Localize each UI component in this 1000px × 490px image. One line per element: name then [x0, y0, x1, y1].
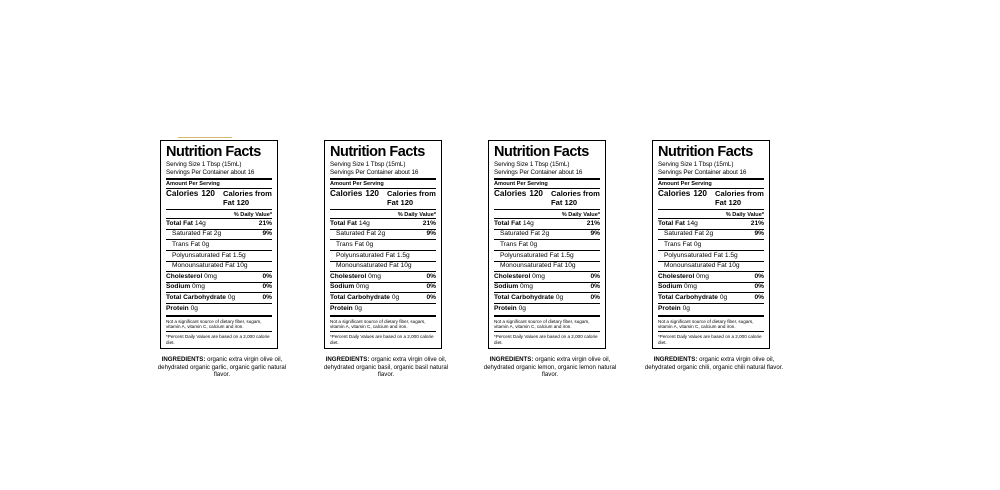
nutrient-dv: 0% [754, 294, 764, 302]
nutrient-row [494, 251, 600, 261]
nutrient-row [658, 240, 764, 250]
calories-label: Calories [494, 188, 527, 198]
ingredients-text: organic extra virgin olive oil, dehydrated organic garlic, organic garlic natural flavor. [157, 356, 287, 379]
divider [658, 178, 764, 180]
divider [166, 209, 272, 210]
nutrient-name: Trans Fat [336, 241, 364, 249]
nutrient-name: Sodium [166, 283, 191, 291]
footnote-daily-value: *Percent Daily Values are based on a 2,000 calorie diet. [494, 334, 598, 345]
nutrient-row [658, 230, 764, 240]
nutrient-row [330, 219, 436, 229]
calories-row [658, 189, 764, 208]
servings-per-container: Servings Per Container about 16 [494, 168, 583, 176]
nutrient-name: Protein [166, 304, 189, 312]
nutrient-row [494, 230, 600, 240]
nutrition-panel-basil [324, 140, 487, 378]
calories-label: Calories [330, 188, 363, 198]
divider [494, 178, 600, 180]
daily-value-header: % Daily Value* [561, 211, 600, 218]
calories-from-fat: Calories from Fat 120 [222, 188, 272, 208]
ingredients-text: organic extra virgin olive oil, dehydrated organic lemon, organic lemon natural flavor. [483, 356, 617, 379]
divider [330, 178, 436, 180]
nutrition-facts-title: Nutrition Facts [330, 144, 425, 160]
nutrient-amount: 0g [682, 304, 690, 312]
nutrient-row [494, 272, 600, 282]
nutrient-name: Polyunsaturated Fat [336, 251, 396, 259]
nutrient-amount: 0mg [520, 283, 533, 291]
nutrient-row [494, 304, 600, 314]
divider [494, 209, 600, 210]
nutrient-name: Protein [658, 304, 681, 312]
daily-value-header: % Daily Value* [725, 211, 764, 218]
nutrient-amount: 14g [194, 219, 206, 227]
nutrition-facts-label [160, 140, 278, 349]
nutrient-name: Monounsaturated Fat [500, 262, 563, 270]
nutrient-amount: 10g [400, 262, 412, 270]
calories-from-fat: Calories from Fat 120 [714, 188, 764, 208]
nutrient-dv: 0% [426, 283, 436, 291]
nutrient-amount: 0mg [356, 283, 369, 291]
nutrient-name: Total Fat [330, 219, 357, 227]
nutrition-facts-title: Nutrition Facts [166, 144, 261, 160]
nutrient-dv: 0% [262, 272, 272, 280]
divider [494, 315, 600, 317]
nutrient-amount: 0mg [684, 283, 697, 291]
divider [658, 315, 764, 317]
amount-per-serving: Amount Per Serving [330, 181, 384, 188]
nutrient-amount: 2g [541, 230, 550, 238]
nutrient-row [494, 240, 600, 250]
footnote-significant: Not a significant source of dietary fiber, sugars, vitamin A, vitamin C, calcium and iron. [658, 318, 754, 330]
calories-value: 120 [201, 188, 215, 198]
nutrient-name: Protein [330, 304, 353, 312]
nutrient-name: Total Carbohydrate [494, 294, 554, 302]
footnote-significant: Not a significant source of dietary fiber, sugars, vitamin A, vitamin C, calcium and iron. [330, 318, 426, 330]
nutrient-amount: 10g [728, 262, 740, 270]
nutrient-dv: 0% [262, 283, 272, 291]
nutrient-row [166, 230, 272, 240]
nutrient-name: Total Carbohydrate [658, 294, 718, 302]
nutrient-amount: 0g [391, 294, 400, 302]
nutrient-row [166, 304, 272, 314]
ingredients-label: INGREDIENTS: [489, 356, 534, 364]
nutrient-name: Monounsaturated Fat [172, 262, 235, 270]
calories-from-fat: Calories from Fat 120 [550, 188, 600, 208]
nutrition-facts-title: Nutrition Facts [658, 144, 753, 160]
nutrient-dv: 0% [426, 294, 436, 302]
nutrient-amount: 0mg [204, 272, 217, 280]
nutrient-row [330, 262, 436, 272]
nutrient-dv: 0% [590, 294, 600, 302]
nutrient-dv: 0% [754, 283, 764, 291]
nutrient-name: Sodium [494, 283, 519, 291]
serving-size: Serving Size 1 Tbsp (15mL) [494, 161, 570, 168]
nutrient-name: Saturated Fat [500, 230, 540, 238]
nutrient-name: Polyunsaturated Fat [172, 251, 232, 259]
nutrient-amount: 0g [518, 304, 526, 312]
nutrient-amount: 0g [693, 241, 702, 249]
nutrient-amount: 0g [365, 241, 374, 249]
nutrient-amount: 10g [564, 262, 576, 270]
nutrient-amount: 0mg [532, 272, 545, 280]
nutrient-amount: 0g [190, 304, 198, 312]
nutrient-dv: 9% [754, 230, 764, 238]
nutrient-dv: 0% [262, 294, 272, 302]
nutrient-name: Monounsaturated Fat [664, 262, 727, 270]
daily-value-header: % Daily Value* [397, 211, 436, 218]
serving-size: Serving Size 1 Tbsp (15mL) [658, 161, 734, 168]
servings-per-container: Servings Per Container about 16 [166, 168, 255, 176]
nutrient-amount: 0g [354, 304, 362, 312]
ingredients-statement [152, 356, 292, 378]
nutrition-facts-label [324, 140, 442, 349]
nutrient-dv: 0% [754, 272, 764, 280]
nutrient-name: Total Carbohydrate [166, 294, 226, 302]
serving-size: Serving Size 1 Tbsp (15mL) [330, 161, 406, 168]
nutrient-name: Total Carbohydrate [330, 294, 390, 302]
nutrient-row [166, 251, 272, 261]
nutrient-row [330, 251, 436, 261]
nutrient-dv: 21% [258, 219, 272, 227]
nutrition-panel-lemon [483, 140, 651, 379]
footnote-significant: Not a significant source of dietary fiber, sugars, vitamin A, vitamin C, calcium and iron. [494, 318, 590, 330]
nutrient-row [330, 230, 436, 240]
nutrient-row [166, 262, 272, 272]
calories-row [330, 189, 436, 208]
calories-from-fat: Calories from Fat 120 [386, 188, 436, 208]
nutrient-row [166, 272, 272, 282]
nutrient-row [658, 262, 764, 272]
divider [166, 331, 272, 332]
accent-rule [178, 137, 232, 138]
nutrient-amount: 14g [686, 219, 698, 227]
ingredients-text: organic extra virgin olive oil, dehydrated organic basil, organic basil natural flavor. [323, 356, 449, 379]
divider [166, 178, 272, 180]
nutrition-facts-label [652, 140, 770, 349]
nutrient-amount: 0g [555, 294, 564, 302]
nutrient-row [166, 293, 272, 303]
nutrient-name: Saturated Fat [172, 230, 212, 238]
divider [658, 331, 764, 332]
nutrient-amount: 0mg [368, 272, 381, 280]
ingredients-label: INGREDIENTS: [653, 356, 698, 364]
nutrient-dv: 21% [422, 219, 436, 227]
amount-per-serving: Amount Per Serving [658, 181, 712, 188]
nutrient-amount: 0g [719, 294, 728, 302]
nutrient-amount: 0g [529, 241, 538, 249]
nutrient-name: Cholesterol [494, 272, 531, 280]
nutrient-name: Trans Fat [500, 241, 528, 249]
ingredients-label: INGREDIENTS: [325, 356, 370, 364]
daily-value-header: % Daily Value* [233, 211, 272, 218]
nutrient-name: Sodium [658, 283, 683, 291]
nutrient-dv: 9% [426, 230, 436, 238]
divider [330, 209, 436, 210]
nutrient-name: Cholesterol [658, 272, 695, 280]
nutrient-name: Cholesterol [330, 272, 367, 280]
nutrient-name: Saturated Fat [336, 230, 376, 238]
nutrient-row [494, 262, 600, 272]
nutrient-row [330, 272, 436, 282]
nutrient-name: Saturated Fat [664, 230, 704, 238]
nutrient-name: Cholesterol [166, 272, 203, 280]
nutrient-name: Trans Fat [664, 241, 692, 249]
nutrient-amount: 0mg [192, 283, 205, 291]
nutrient-amount: 0mg [696, 272, 709, 280]
divider [166, 315, 272, 317]
divider [658, 209, 764, 210]
servings-per-container: Servings Per Container about 16 [330, 168, 419, 176]
divider [494, 331, 600, 332]
nutrient-dv: 9% [262, 230, 272, 238]
nutrient-dv: 21% [750, 219, 764, 227]
footnote-daily-value: *Percent Daily Values are based on a 2,000 calorie diet. [166, 334, 270, 345]
calories-row [494, 189, 600, 208]
nutrient-dv: 0% [590, 283, 600, 291]
nutrition-facts-title: Nutrition Facts [494, 144, 589, 160]
calories-value: 120 [529, 188, 543, 198]
nutrient-amount: 0g [201, 241, 210, 249]
nutrient-row [166, 219, 272, 229]
footnote-daily-value: *Percent Daily Values are based on a 2,000 calorie diet. [658, 334, 762, 345]
nutrient-row [330, 293, 436, 303]
ingredients-statement [644, 356, 784, 371]
nutrient-amount: 14g [358, 219, 370, 227]
amount-per-serving: Amount Per Serving [494, 181, 548, 188]
calories-label: Calories [658, 188, 691, 198]
nutrient-dv: 0% [590, 272, 600, 280]
nutrient-name: Total Fat [166, 219, 193, 227]
nutrient-amount: 10g [236, 262, 248, 270]
ingredients-statement [480, 356, 620, 378]
nutrient-name: Total Fat [658, 219, 685, 227]
nutrient-row [658, 304, 764, 314]
nutrient-dv: 21% [586, 219, 600, 227]
nutrition-facts-label [488, 140, 606, 349]
calories-value: 120 [365, 188, 379, 198]
amount-per-serving: Amount Per Serving [166, 181, 220, 188]
nutrient-row [658, 293, 764, 303]
nutrient-name: Sodium [330, 283, 355, 291]
nutrient-row [658, 219, 764, 229]
nutrient-row [494, 293, 600, 303]
calories-label: Calories [166, 188, 199, 198]
nutrient-row [166, 240, 272, 250]
nutrient-row [494, 219, 600, 229]
nutrient-row [658, 251, 764, 261]
nutrient-row [494, 283, 600, 293]
nutrient-amount: 14g [522, 219, 534, 227]
nutrient-name: Polyunsaturated Fat [500, 251, 560, 259]
nutrient-amount: 1.5g [232, 251, 246, 259]
footnote-daily-value: *Percent Daily Values are based on a 2,000 calorie diet. [330, 334, 434, 345]
servings-per-container: Servings Per Container about 16 [658, 168, 747, 176]
calories-value: 120 [693, 188, 707, 198]
divider [330, 331, 436, 332]
nutrient-name: Protein [494, 304, 517, 312]
serving-size: Serving Size 1 Tbsp (15mL) [166, 161, 242, 168]
ingredients-label: INGREDIENTS: [161, 356, 206, 364]
nutrient-name: Polyunsaturated Fat [664, 251, 724, 259]
nutrient-amount: 1.5g [724, 251, 738, 259]
nutrition-panel-chili [644, 140, 815, 378]
nutrient-amount: 1.5g [396, 251, 410, 259]
nutrient-row [166, 283, 272, 293]
nutrient-amount: 2g [705, 230, 714, 238]
nutrient-name: Monounsaturated Fat [336, 262, 399, 270]
nutrient-name: Trans Fat [172, 241, 200, 249]
ingredients-statement [316, 356, 456, 378]
nutrient-dv: 0% [426, 272, 436, 280]
nutrient-row [658, 283, 764, 293]
nutrient-amount: 2g [213, 230, 222, 238]
nutrient-amount: 1.5g [560, 251, 574, 259]
nutrient-amount: 0g [227, 294, 236, 302]
nutrient-row [330, 304, 436, 314]
nutrition-panel-garlic [157, 140, 323, 379]
nutrient-name: Total Fat [494, 219, 521, 227]
ingredients-text: organic extra virgin olive oil, dehydrated organic chili, organic chili natural flavor. [644, 356, 784, 371]
panel-group [157, 140, 815, 379]
nutrient-row [658, 272, 764, 282]
divider [330, 315, 436, 317]
nutrient-row [330, 240, 436, 250]
calories-row [166, 189, 272, 208]
nutrient-dv: 9% [590, 230, 600, 238]
nutrient-row [330, 283, 436, 293]
footnote-significant: Not a significant source of dietary fiber, sugars, vitamin A, vitamin C, calcium and iron. [166, 318, 262, 330]
nutrient-amount: 2g [377, 230, 386, 238]
